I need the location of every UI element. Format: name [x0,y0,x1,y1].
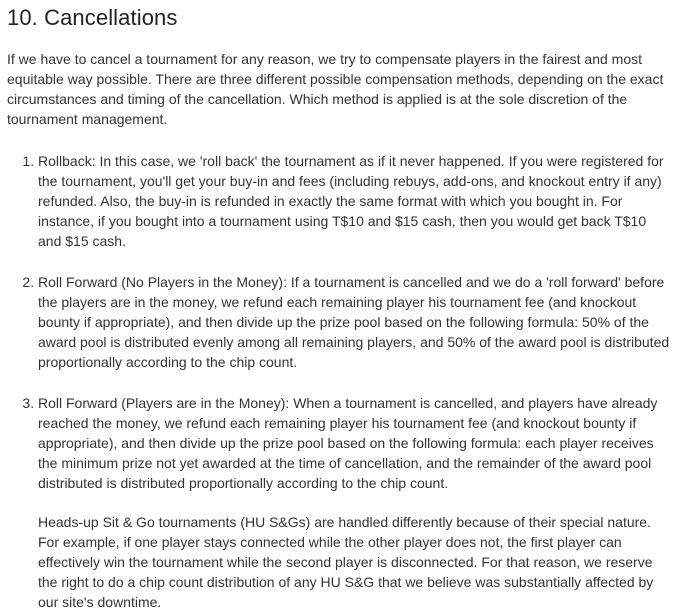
list-item-text: 2. Roll Forward (No Players in the Money): If a tournament is cancelled and we do a 'roll forward' before the players are in the money, we refund each remaining player his tournament fee (and knockout bounty if appropriate), and then divide up the prize pool based on the following formula: 50% of the award pool is distributed evenly among all remaining players, and 50% of the award pool is distributed proportionally according to the chip count. [38,274,670,370]
list-item-roll-forward-in-money [38,393,670,612]
list-item-text: 3. Roll Forward (Players are in the Money): When a tournament is cancelled, and players have already reached the money, we refund each remaining player his tournament fee (and knockout bounty if appropriate), and then divide up the prize pool based on the following formula: each player receives the minimum prize not yet awarded at the time of cancellation, and the remainder of the award pool distributed is distributed proportionally according to the chip count. [38,395,658,491]
heads-up-note-paragraph: Heads-up Sit & Go tournaments (HU S&Gs) are handled differently because of their special nature. For example, if one player stays connected while the other player does not, the first player can effectively win the tournament while the second player is disconnected. For that reason, we reserve the right to do a chip count distribution of any HU S&G that we believe was substantially affected by our site's downtime. [38,514,654,610]
compensation-methods-list [7,151,670,612]
list-item-rollback [38,151,670,251]
list-item-text: 1. Rollback: In this case, we 'roll back' the tournament as if it never happened. If you were registered for the tournament, you'll get your buy-in and fees (including rebuys, add-ons, and knockout entry if any) refunded. Also, the buy-in is refunded in exactly the same format with which you bought in. For instance, if you bought into a tournament using T$10 and $15 cash, then you would get back T$10 and $15 cash. [38,153,664,249]
list-item-roll-forward-no-money [38,272,670,372]
section-title: 10. Cancellations [7,5,178,30]
intro-paragraph: If we have to cancel a tournament for any reason, we try to compensate players in the fairest and most equitable way possible. There are three different possible compensation methods, depending on the exact circumstances and timing of the cancellation. Which method is applied is at the sole discretion of the tournament management. [7,51,664,127]
